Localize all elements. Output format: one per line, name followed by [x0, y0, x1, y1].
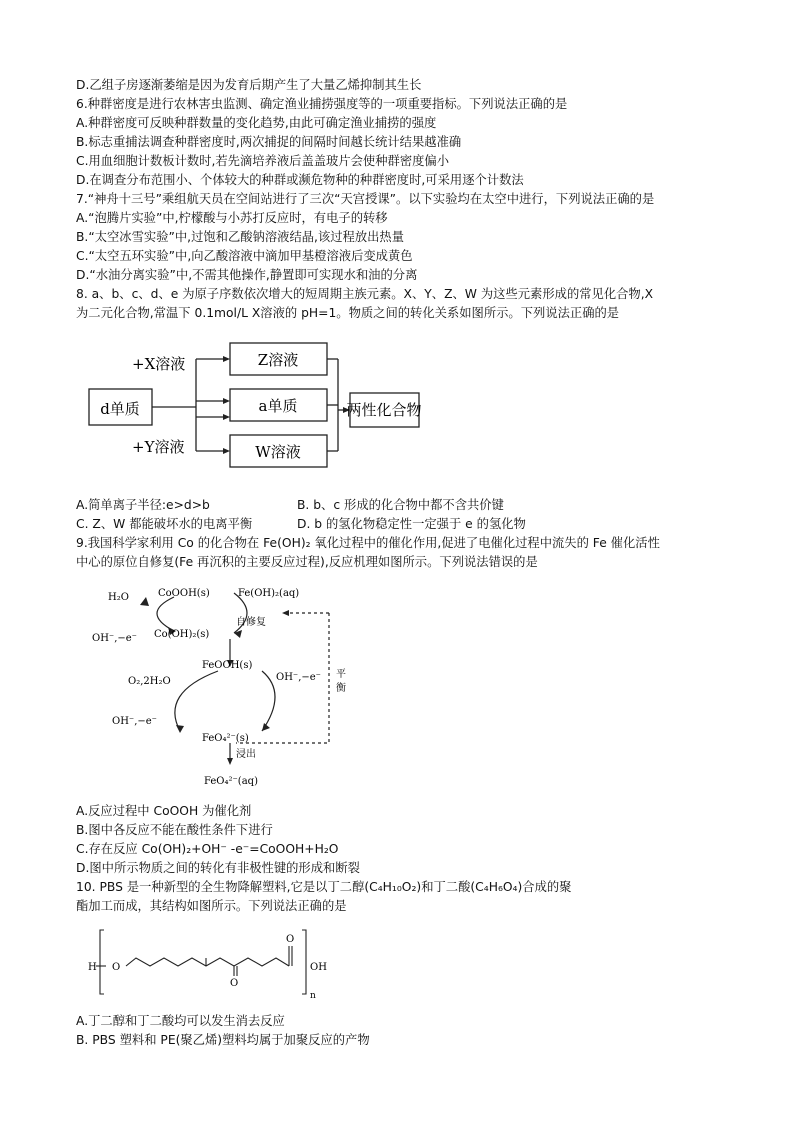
q8-option-a: A.简单离子半径:e>d>b — [76, 498, 210, 512]
q6-option-c: C.用血细胞计数板计数时,若先滴培养液后盖盖玻片会使种群密度偏小 — [76, 154, 450, 168]
leaching-label: 浸出 — [236, 749, 256, 760]
oh-e-label-1: OH⁻,−e⁻ — [92, 633, 137, 644]
q9-option-b: B.图中各反应不能在酸性条件下进行 — [76, 823, 273, 837]
feoh2-label: Fe(OH)₂(aq) — [238, 588, 300, 599]
q9-option-a: A.反应过程中 CoOOH 为催化剂 — [76, 804, 252, 818]
q10-stem-2: 酯加工而成，其结构如图所示。下列说法正确的是 — [76, 899, 347, 913]
o2-2h2o-label: O₂,2H₂O — [128, 676, 171, 687]
coh2-label: Co(OH)₂(s) — [154, 629, 210, 640]
q9-option-c: C.存在反应 Co(OH)₂+OH⁻ -e⁻=CoOOH+H₂O — [76, 842, 339, 856]
amphoteric-compound-label: 两性化合物 — [346, 401, 422, 419]
w-solution-label: W溶液 — [255, 443, 301, 461]
h-atom: H — [88, 962, 97, 973]
q6-stem: 6.种群密度是进行农林害虫监测、确定渔业捕捞强度等的一项重要指标。下列说法正确的是 — [76, 97, 568, 111]
q9-stem-2: 中心的原位自修复(Fe 再沉积的主要反应过程),反应机理如图所示。下列说法错误的是 — [76, 555, 538, 569]
a-element-label: a单质 — [258, 397, 298, 415]
plus-y-solution-label: +Y溶液 — [132, 438, 185, 456]
cooh-label: CoOOH(s) — [158, 588, 210, 599]
q10-option-b: B. PBS 塑料和 PE(聚乙烯)塑料均属于加聚反应的产物 — [76, 1033, 370, 1047]
pbs-structure-diagram — [84, 924, 327, 1002]
q6-option-d: D.在调查分布范围小、个体较大的种群或濒危物种的种群密度时,可采用逐个计数法 — [76, 173, 524, 187]
o-atom-2: O — [230, 978, 239, 989]
d-element-label: d单质 — [100, 400, 140, 418]
self-repair-label: 自修复 — [236, 617, 266, 628]
q8-stem-2: 为二元化合物,常温下 0.1mol/L X溶液的 pH=1。物质之间的转化关系如图所示。下列说法正确的是 — [76, 306, 620, 320]
q6-option-b: B.标志重捕法调查种群密度时,两次捕捉的间隔时间越长统计结果越准确 — [76, 135, 462, 149]
oh-e-label-3: OH⁻,−e⁻ — [112, 716, 157, 727]
q9-stem: 9.我国科学家利用 Co 的化合物在 Fe(OH)₂ 氧化过程中的催化作用,促进了电催化过程中流失的 Fe 催化活性 — [76, 536, 660, 550]
repeat-n: n — [310, 991, 316, 1001]
q7-option-c: C.“太空五环实验”中,向乙酸溶液中滴加甲基橙溶液后变成黄色 — [76, 249, 413, 263]
o-atom-3: O — [286, 934, 295, 945]
q7-option-a: A.“泡腾片实验”中,柠檬酸与小苏打反应时，有电子的转移 — [76, 211, 388, 225]
q8-option-d: D. b 的氢化物稳定性一定强于 e 的氢化物 — [297, 517, 526, 531]
feo4-aq-label: FeO₄²⁻(aq) — [204, 776, 258, 787]
q7-stem: 7.“神舟十三号”乘组航天员在空间站进行了三次“天宫授课”。以下实验均在太空中进行，下列说法正确的是 — [76, 192, 655, 206]
q8-diagram — [80, 335, 460, 475]
q7-option-b: B.“太空冰雪实验”中,过饱和乙酸钠溶液结晶,该过程放出热量 — [76, 230, 405, 244]
feooh-label: FeOOH(s) — [202, 660, 253, 671]
q8-option-c: C. Z、W 都能破坏水的电离平衡 — [76, 517, 253, 531]
q8-stem: 8. a、b、c、d、e 为原子序数依次增大的短周期主族元素。X、Y、Z、W 为这些元素形成的常见化合物,X — [76, 287, 654, 301]
plus-x-solution-label: +X溶液 — [132, 355, 186, 373]
q5-option-d: D.乙组子房逐渐萎缩是因为发育后期产生了大量乙烯抑制其生长 — [76, 78, 422, 92]
equilibrium-label-1: 平 — [336, 669, 346, 680]
h2o-label: H₂O — [108, 592, 129, 603]
oh-group: OH — [310, 962, 327, 973]
z-solution-label: Z溶液 — [257, 351, 299, 369]
q9-option-d: D.图中所示物质之间的转化有非极性键的形成和断裂 — [76, 861, 360, 875]
q10-option-a: A.丁二醇和丁二酸均可以发生消去反应 — [76, 1014, 285, 1028]
q10-stem: 10. PBS 是一种新型的全生物降解塑料,它是以丁二醇(C₄H₁₀O₂)和丁二酸(C₄H₆O₄)合成的聚 — [76, 880, 572, 894]
equilibrium-label-2: 衡 — [336, 683, 346, 694]
q9-mechanism-diagram — [84, 583, 364, 798]
q8-option-b: B. b、c 形成的化合物中都不含共价键 — [297, 498, 504, 512]
q6-option-a: A.种群密度可反映种群数量的变化趋势,由此可确定渔业捕捞的强度 — [76, 116, 437, 130]
feo4-solid-label: FeO₄²⁻(s) — [202, 733, 249, 744]
o-atom-1: O — [112, 962, 121, 973]
oh-e-label-2: OH⁻,−e⁻ — [276, 672, 321, 683]
q7-option-d: D.“水油分离实验”中,不需其他操作,静置即可实现水和油的分离 — [76, 268, 418, 282]
